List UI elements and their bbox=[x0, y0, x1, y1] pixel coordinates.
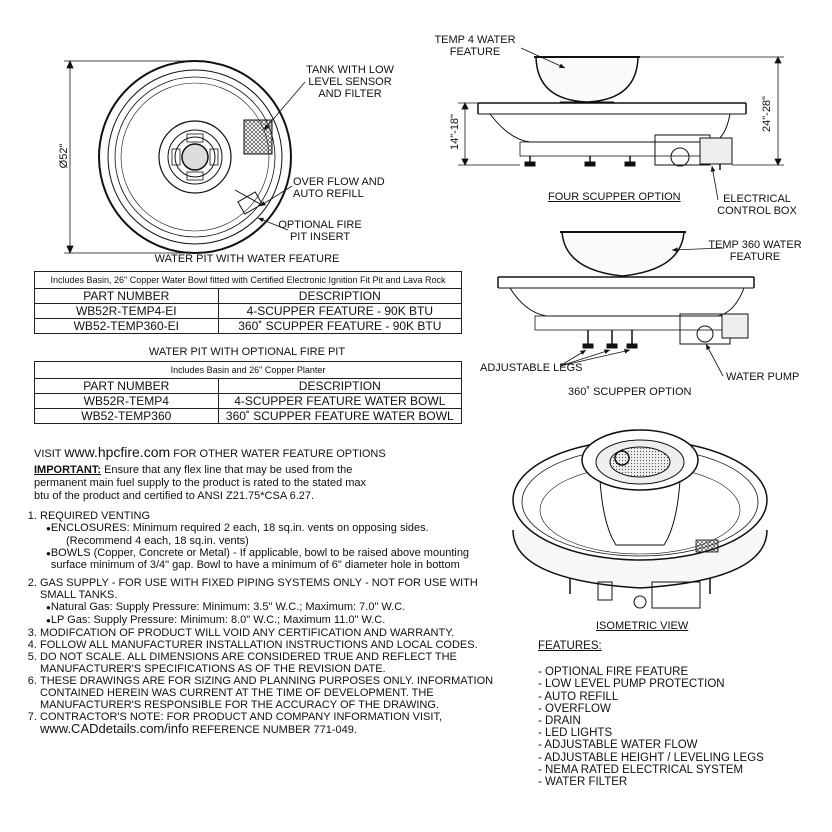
note-1a-sub: (Recommend 4 each, 18 sq.in. vents) bbox=[66, 535, 249, 547]
list-item: - DRAIN bbox=[538, 715, 581, 728]
label-four-scupper: FOUR SCUPPER OPTION bbox=[548, 191, 681, 203]
table2-col-desc: DESCRIPTION bbox=[218, 379, 461, 394]
note-5 bbox=[40, 651, 530, 675]
table1-title: WATER PIT WITH WATER FEATURE bbox=[154, 253, 340, 265]
important-heading: IMPORTANT: bbox=[34, 464, 102, 476]
part-number: WB52R-TEMP4-EI bbox=[35, 304, 219, 319]
note-2-text: GAS SUPPLY - FOR USE WITH FIXED PIPING SYSTEMS ONLY - NOT FOR USE WITH SMALL TANKS. bbox=[40, 577, 478, 601]
note-2b bbox=[46, 614, 530, 627]
note-2a-text: Natural Gas: Supply Pressure: Minimum: 3.5" W.C.; Maximum: 7.0" W.C. bbox=[50, 601, 406, 613]
note-4-text: FOLLOW ALL MANUFACTURER INSTALLATION INSTRUCTIONS AND LOCAL CODES. bbox=[40, 639, 478, 651]
visit-suffix: FOR OTHER WATER FEATURE OPTIONS bbox=[173, 448, 386, 460]
note-1 bbox=[40, 510, 530, 571]
parts-table-optional-fire-pit bbox=[34, 361, 462, 424]
features-heading: FEATURES: bbox=[538, 640, 602, 652]
label-optional-insert: OPTIONAL FIRE PIT INSERT bbox=[278, 219, 362, 243]
four-scupper-side-view bbox=[478, 57, 746, 170]
important-note bbox=[34, 464, 374, 503]
list-item: - WATER FILTER bbox=[538, 776, 628, 789]
top-view bbox=[99, 61, 291, 253]
table1-col-part: PART NUMBER bbox=[35, 289, 219, 304]
part-number: WB52-TEMP360 bbox=[35, 409, 219, 424]
notes-list bbox=[14, 510, 530, 736]
list-item: - ADJUSTABLE HEIGHT / LEVELING LEGS bbox=[538, 751, 764, 764]
label-temp4: TEMP 4 WATER FEATURE bbox=[434, 34, 516, 58]
note-3-text: MODIFCATION OF PRODUCT WILL VOID ANY CERTIFICATION AND WARRANTY. bbox=[40, 627, 455, 639]
label-isometric: ISOMETRIC VIEW bbox=[596, 620, 689, 632]
table-row bbox=[35, 409, 462, 424]
description: 360˚ SCUPPER FEATURE - 90K BTU bbox=[218, 319, 461, 334]
note-4 bbox=[40, 639, 530, 651]
note-1b-text: BOWLS (Copper, Concrete or Metal) - If applicable, bowl to be raised above mounting surface minimum of 3/4" gap. Bowl to have a minimum of 6" diameter hole in bottom bbox=[50, 547, 470, 571]
visit-url-link[interactable]: www.hpcfire.com bbox=[64, 444, 171, 460]
isometric-view bbox=[513, 430, 767, 608]
note-1b bbox=[46, 547, 530, 571]
label-overflow: OVER FLOW AND AUTO REFILL bbox=[293, 176, 385, 200]
list-item: - OPTIONAL FIRE FEATURE bbox=[538, 666, 689, 679]
part-number: WB52R-TEMP4 bbox=[35, 394, 219, 409]
note-1a-text: ENCLOSURES: Minimum required 2 each, 18 sq.in. vents on opposing sides. bbox=[50, 522, 429, 534]
note-3 bbox=[40, 627, 530, 639]
table2-includes: Includes Basin and 26" Copper Planter bbox=[35, 362, 462, 379]
note-5-text: DO NOT SCALE. ALL DIMENSIONS ARE CONSIDERED TRUE AND REFLECT THE MANUFACTURER'S SPECIFICATIONS AS OF THE REVISION DATE. bbox=[40, 651, 457, 675]
table-row bbox=[35, 394, 462, 409]
label-temp360: TEMP 360 WATER FEATURE bbox=[708, 239, 802, 263]
parts-table-water-feature bbox=[34, 271, 462, 334]
table2-col-part: PART NUMBER bbox=[35, 379, 219, 394]
note-7 bbox=[40, 711, 530, 736]
table1-includes: Includes Basin, 26" Copper Water Bowl fitted with Certified Electronic Ignition Fit Pit and Lava Rock bbox=[35, 272, 462, 289]
note-1-text: REQUIRED VENTING bbox=[40, 510, 151, 522]
list-item: - AUTO REFILL bbox=[538, 690, 619, 703]
note-7-text: CONTRACTOR'S NOTE: FOR PRODUCT AND COMPANY INFORMATION VISIT, bbox=[40, 711, 442, 723]
label-360-scupper: 360˚ SCUPPER OPTION bbox=[568, 386, 692, 398]
visit-prefix: VISIT bbox=[34, 448, 62, 460]
note-6-text: THESE DRAWINGS ARE FOR SIZING AND PLANNING PURPOSES ONLY. INFORMATION CONTAINED HEREIN WAS CURRENT AT THE TIME OF DEVELOPMENT. THE MANUFACTURER'S RESPONSIBLE FOR THE ACCURACY OF THE DRAWING. bbox=[40, 675, 494, 711]
reference-number: REFERENCE NUMBER 771-049. bbox=[191, 724, 357, 736]
note-1a bbox=[46, 522, 530, 547]
label-height-24-28: 24"-28" bbox=[761, 96, 773, 132]
table1-col-desc: DESCRIPTION bbox=[218, 289, 461, 304]
description: 360˚ SCUPPER FEATURE WATER BOWL bbox=[218, 409, 461, 424]
list-item: - LED LIGHTS bbox=[538, 727, 613, 740]
note-2a bbox=[46, 601, 530, 614]
label-adjustable-legs: ADJUSTABLE LEGS bbox=[480, 362, 583, 374]
part-number: WB52-TEMP360-EI bbox=[35, 319, 219, 334]
caddetails-link[interactable]: www.CADdetails.com/info bbox=[40, 721, 189, 736]
description: 4-SCUPPER FEATURE - 90K BTU bbox=[218, 304, 461, 319]
label-tank: TANK WITH LOW LEVEL SENSOR AND FILTER bbox=[306, 64, 394, 100]
list-item: - NEMA RATED ELECTRICAL SYSTEM bbox=[538, 763, 744, 776]
description: 4-SCUPPER FEATURE WATER BOWL bbox=[218, 394, 461, 409]
features-list bbox=[538, 640, 764, 788]
list-item: - LOW LEVEL PUMP PROTECTION bbox=[538, 678, 725, 691]
visit-line bbox=[34, 444, 386, 460]
table-row bbox=[35, 319, 462, 334]
list-item: - ADJUSTABLE WATER FLOW bbox=[538, 739, 698, 752]
label-height-14-18: 14"-18" bbox=[449, 114, 461, 150]
label-diameter: Ø52" bbox=[58, 143, 70, 169]
label-electrical-box: ELECTRICAL CONTROL BOX bbox=[717, 193, 797, 217]
label-water-pump: WATER PUMP bbox=[726, 371, 800, 383]
table-row bbox=[35, 304, 462, 319]
important-text: Ensure that any flex line that may be used from the permanent main fuel supply to the product is rated to the stated max btu of the product and certified to ANSI Z21.75*CSA 6.27. bbox=[34, 464, 367, 502]
note-2 bbox=[40, 577, 530, 627]
note-2b-text: LP Gas: Supply Pressure: Minimum: 8.0" W.C.; Maximum 11.0" W.C. bbox=[50, 614, 386, 626]
note-6 bbox=[40, 675, 530, 711]
list-item: - OVERFLOW bbox=[538, 702, 611, 715]
table2-title: WATER PIT WITH OPTIONAL FIRE PIT bbox=[148, 346, 346, 358]
